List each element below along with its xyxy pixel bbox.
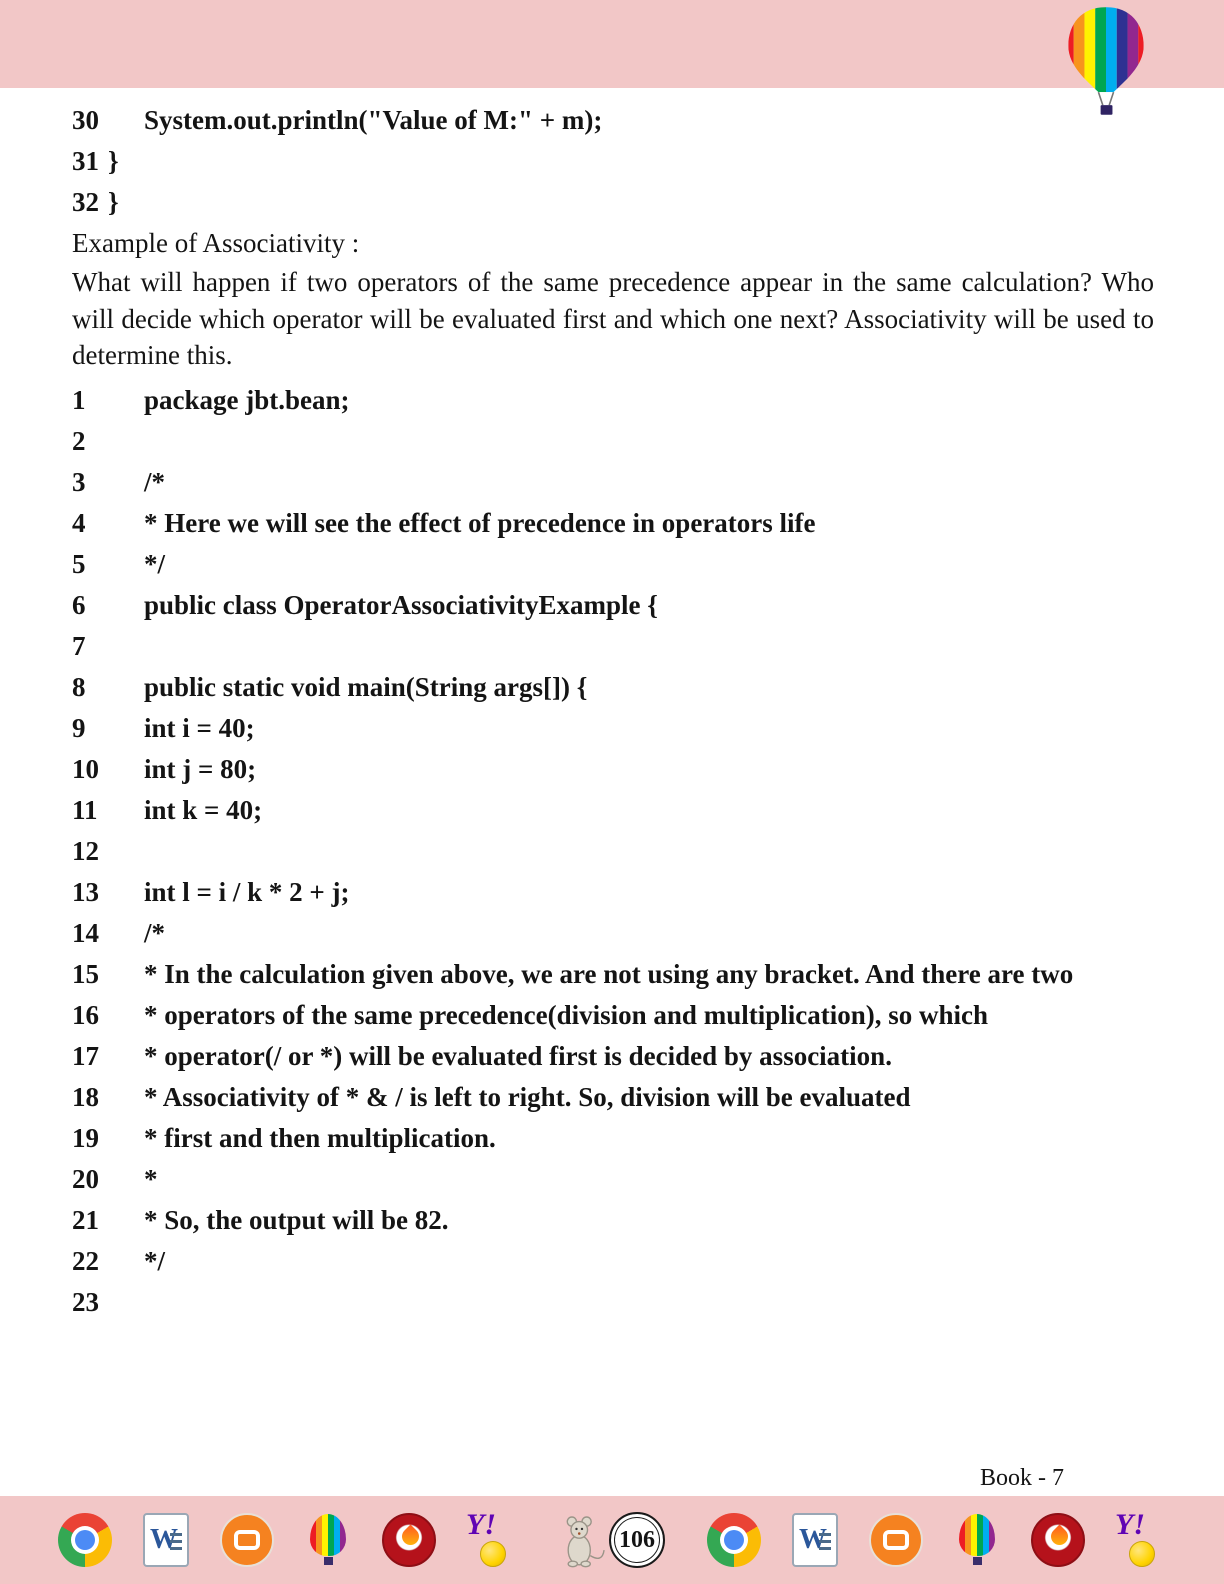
line-number: 31 <box>72 146 99 176</box>
intro-paragraph: What will happen if two operators of the same precedence appear in the same calculation? Who will decide which operator will be evaluated first and which one next? Associativity will be used to determine this. <box>72 267 1154 370</box>
line-number: 18 <box>72 1081 99 1112</box>
code-listing-main <box>72 380 1154 1323</box>
line-number: 10 <box>72 753 99 784</box>
code-line <box>72 100 1154 141</box>
code-text: public static void main(String args[]) { <box>144 671 588 702</box>
code-text <box>144 421 1154 462</box>
line-number: 22 <box>72 1245 99 1276</box>
code-line <box>72 831 1154 872</box>
yahoo-icon <box>463 1513 517 1567</box>
code-text: * <box>144 1163 158 1194</box>
section-heading: Example of Associativity : <box>72 228 360 258</box>
page-number-badge <box>609 1512 665 1568</box>
word-icon <box>143 1513 189 1567</box>
fire-icon <box>382 1513 436 1567</box>
code-text: package jbt.bean; <box>144 384 350 415</box>
code-text: /* <box>144 917 166 948</box>
code-line <box>72 954 1154 995</box>
code-text: * operators of the same precedence(division and multiplication), so which <box>144 999 988 1030</box>
word-icon <box>792 1513 838 1567</box>
line-number: 16 <box>72 999 99 1030</box>
code-text: /* <box>144 466 166 497</box>
code-text <box>144 831 1154 872</box>
code-line <box>72 1159 1154 1200</box>
line-number: 8 <box>72 671 86 702</box>
code-text: System.out.println("Value of M:" + m); <box>144 105 603 135</box>
icon-group-right <box>707 1513 1166 1567</box>
line-number: 5 <box>72 548 86 579</box>
photo-app-icon <box>220 1513 274 1567</box>
chrome-icon <box>58 1513 112 1567</box>
line-number: 17 <box>72 1040 99 1071</box>
code-line <box>72 585 1154 626</box>
code-line <box>72 1241 1154 1282</box>
line-number: 30 <box>72 105 99 135</box>
mouse-figure <box>559 1511 605 1569</box>
code-line <box>72 462 1154 503</box>
line-number: 32 <box>72 187 99 217</box>
code-line <box>72 1077 1154 1118</box>
line-number: 11 <box>72 794 98 825</box>
code-text: public class OperatorAssociativityExample { <box>144 589 658 620</box>
fire-icon <box>1031 1513 1085 1567</box>
code-line <box>72 503 1154 544</box>
line-number: 23 <box>72 1286 99 1317</box>
line-number: 21 <box>72 1204 99 1235</box>
line-number: 7 <box>72 630 86 661</box>
line-number: 1 <box>72 384 86 415</box>
page-number-group <box>559 1511 665 1569</box>
balloon-icon <box>301 1513 355 1567</box>
code-listing-top <box>72 100 1154 223</box>
code-text: int l = i / k * 2 + j; <box>144 876 350 907</box>
code-text: */ <box>144 1245 166 1276</box>
icon-group-left <box>58 1513 517 1567</box>
code-line <box>72 667 1154 708</box>
code-line <box>72 749 1154 790</box>
code-text: int j = 80; <box>144 753 257 784</box>
line-number: 13 <box>72 876 99 907</box>
top-decorative-band <box>0 0 1224 88</box>
line-number: 6 <box>72 589 86 620</box>
code-text: * first and then multiplication. <box>144 1122 496 1153</box>
code-line <box>72 1118 1154 1159</box>
page-number: 106 <box>619 1526 655 1553</box>
code-line <box>72 790 1154 831</box>
code-line <box>72 380 1154 421</box>
code-line <box>72 1200 1154 1241</box>
chrome-icon <box>707 1513 761 1567</box>
decorative-icon-strip <box>0 1496 1224 1584</box>
code-line <box>72 1036 1154 1077</box>
code-line <box>72 544 1154 585</box>
code-line <box>72 141 1154 182</box>
code-text: * Associativity of * & / is left to right. So, division will be evaluated <box>144 1081 911 1112</box>
code-text: } <box>108 146 119 176</box>
code-line <box>72 913 1154 954</box>
line-number: 12 <box>72 835 99 866</box>
code-text: * Here we will see the effect of precedence in operators life <box>144 507 816 538</box>
code-line <box>72 872 1154 913</box>
code-text: * In the calculation given above, we are not using any bracket. And there are two <box>144 958 1074 989</box>
yahoo-icon <box>1112 1513 1166 1567</box>
code-text <box>144 1282 1154 1323</box>
code-line <box>72 995 1154 1036</box>
code-line <box>72 421 1154 462</box>
line-number: 3 <box>72 466 86 497</box>
photo-app-icon <box>869 1513 923 1567</box>
code-text: * operator(/ or *) will be evaluated first is decided by association. <box>144 1040 892 1071</box>
code-line <box>72 1282 1154 1323</box>
code-text: * So, the output will be 82. <box>144 1204 449 1235</box>
code-text: int k = 40; <box>144 794 263 825</box>
line-number: 14 <box>72 917 99 948</box>
code-line <box>72 182 1154 223</box>
code-text <box>144 626 1154 667</box>
code-text: } <box>108 187 119 217</box>
book-label: Book - 7 <box>980 1465 1064 1491</box>
line-number: 9 <box>72 712 86 743</box>
balloon-icon <box>950 1513 1004 1567</box>
code-line <box>72 708 1154 749</box>
code-line <box>72 626 1154 667</box>
code-text: int i = 40; <box>144 712 255 743</box>
line-number: 4 <box>72 507 86 538</box>
line-number: 19 <box>72 1122 99 1153</box>
code-text: */ <box>144 548 166 579</box>
line-number: 15 <box>72 958 99 989</box>
page-content <box>72 100 1154 1323</box>
line-number: 2 <box>72 425 86 456</box>
line-number: 20 <box>72 1163 99 1194</box>
